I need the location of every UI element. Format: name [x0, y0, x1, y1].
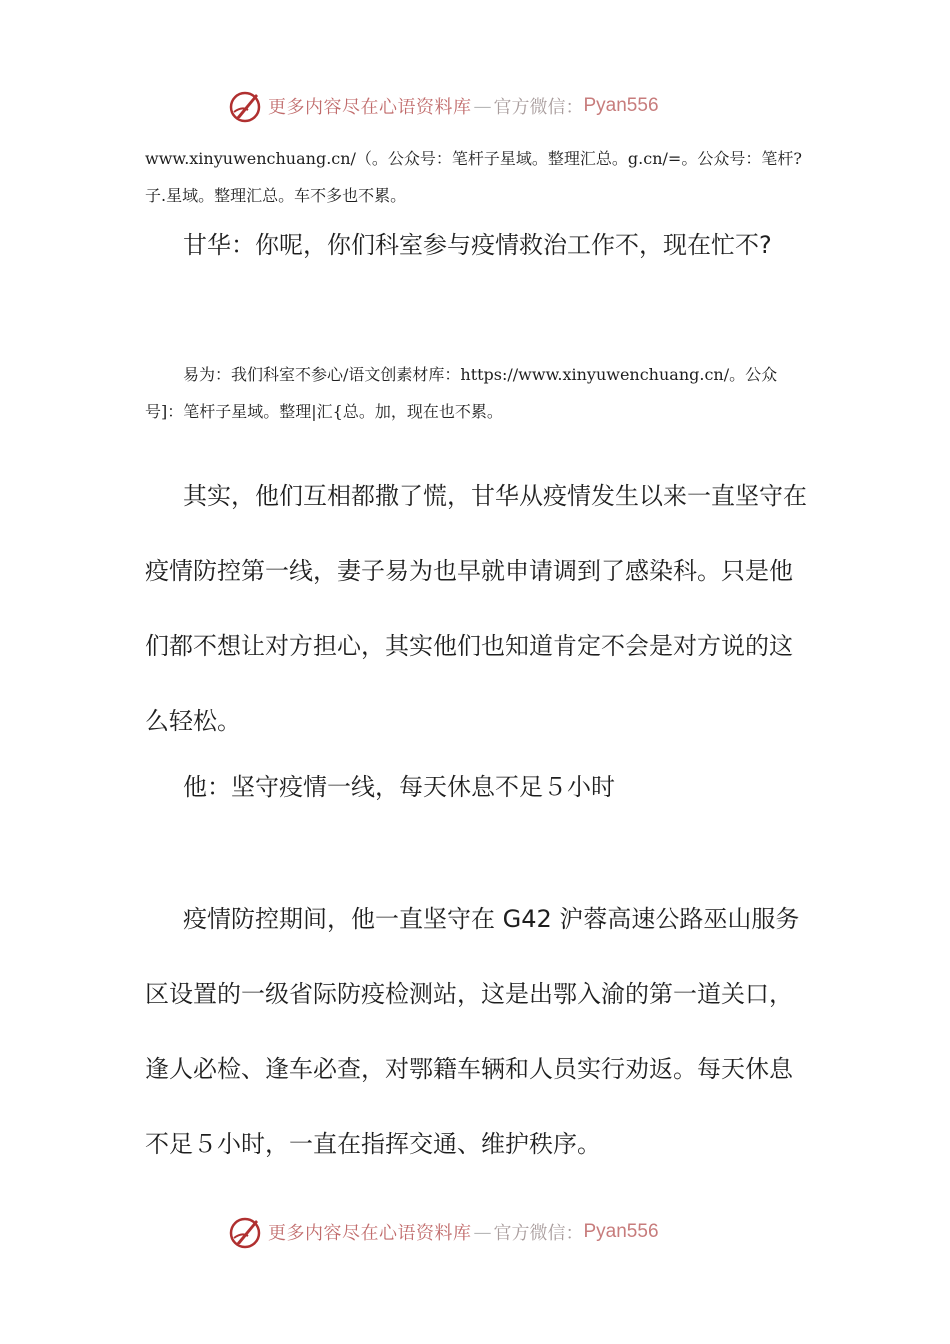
header-banner — [228, 86, 659, 126]
banner-wechat-label: 官方微信： — [493, 97, 584, 118]
banner-separator: — — [473, 1221, 492, 1243]
paragraph-subheading: 他：坚守疫情一线，每天休息不足５小时 — [183, 773, 615, 801]
footer-banner — [228, 1212, 659, 1252]
paragraph-yiwei-reply: 易为：我们科室不参心/语文创素材库：https://www.xinyuwenchuang.cn/。公众号]：笔杆子星域。整理|汇{总。加，现在也不累。 — [145, 365, 778, 421]
banner-text: 更多内容尽在心语资料库 — [268, 1223, 472, 1244]
quill-logo-icon — [228, 88, 264, 124]
banner-separator: — — [473, 95, 492, 117]
banner-wechat-id: Pyan556 — [583, 95, 659, 116]
paragraph-checkpoint: 疫情防控期间，他一直坚守在 G42 沪蓉高速公路巫山服务区设置的一级省际防疫检测站，这是出鄂入渝的第一道关口，逢人必检、逢车必查，对鄂籍车辆和人员实行劝返。每天休息不足５小时，一直在指挥交通、维护秩序。 — [145, 905, 800, 1158]
paragraph-narration: 其实，他们互相都撒了慌，甘华从疫情发生以来一直坚守在疫情防控第一线，妻子易为也早就申请调到了感染科。只是他们都不想让对方担心，其实他们也知道肯定不会是对方说的这么轻松。 — [145, 482, 807, 735]
banner-text: 更多内容尽在心语资料库 — [268, 97, 472, 118]
banner-wechat-label: 官方微信： — [493, 1223, 584, 1244]
banner-wechat-id: Pyan556 — [583, 1221, 659, 1242]
paragraph-ganhua-question: 甘华：你呢，你们科室参与疫情救治工作不，现在忙不? — [183, 231, 772, 259]
quill-logo-icon — [228, 1214, 264, 1250]
paragraph-source-note-1: www.xinyuwenchuang.cn/（。公众号：笔杆子星域。整理汇总。g.cn/=。公众号：笔杆?子.星域。整理汇总。车不多也不累。 — [145, 149, 802, 205]
